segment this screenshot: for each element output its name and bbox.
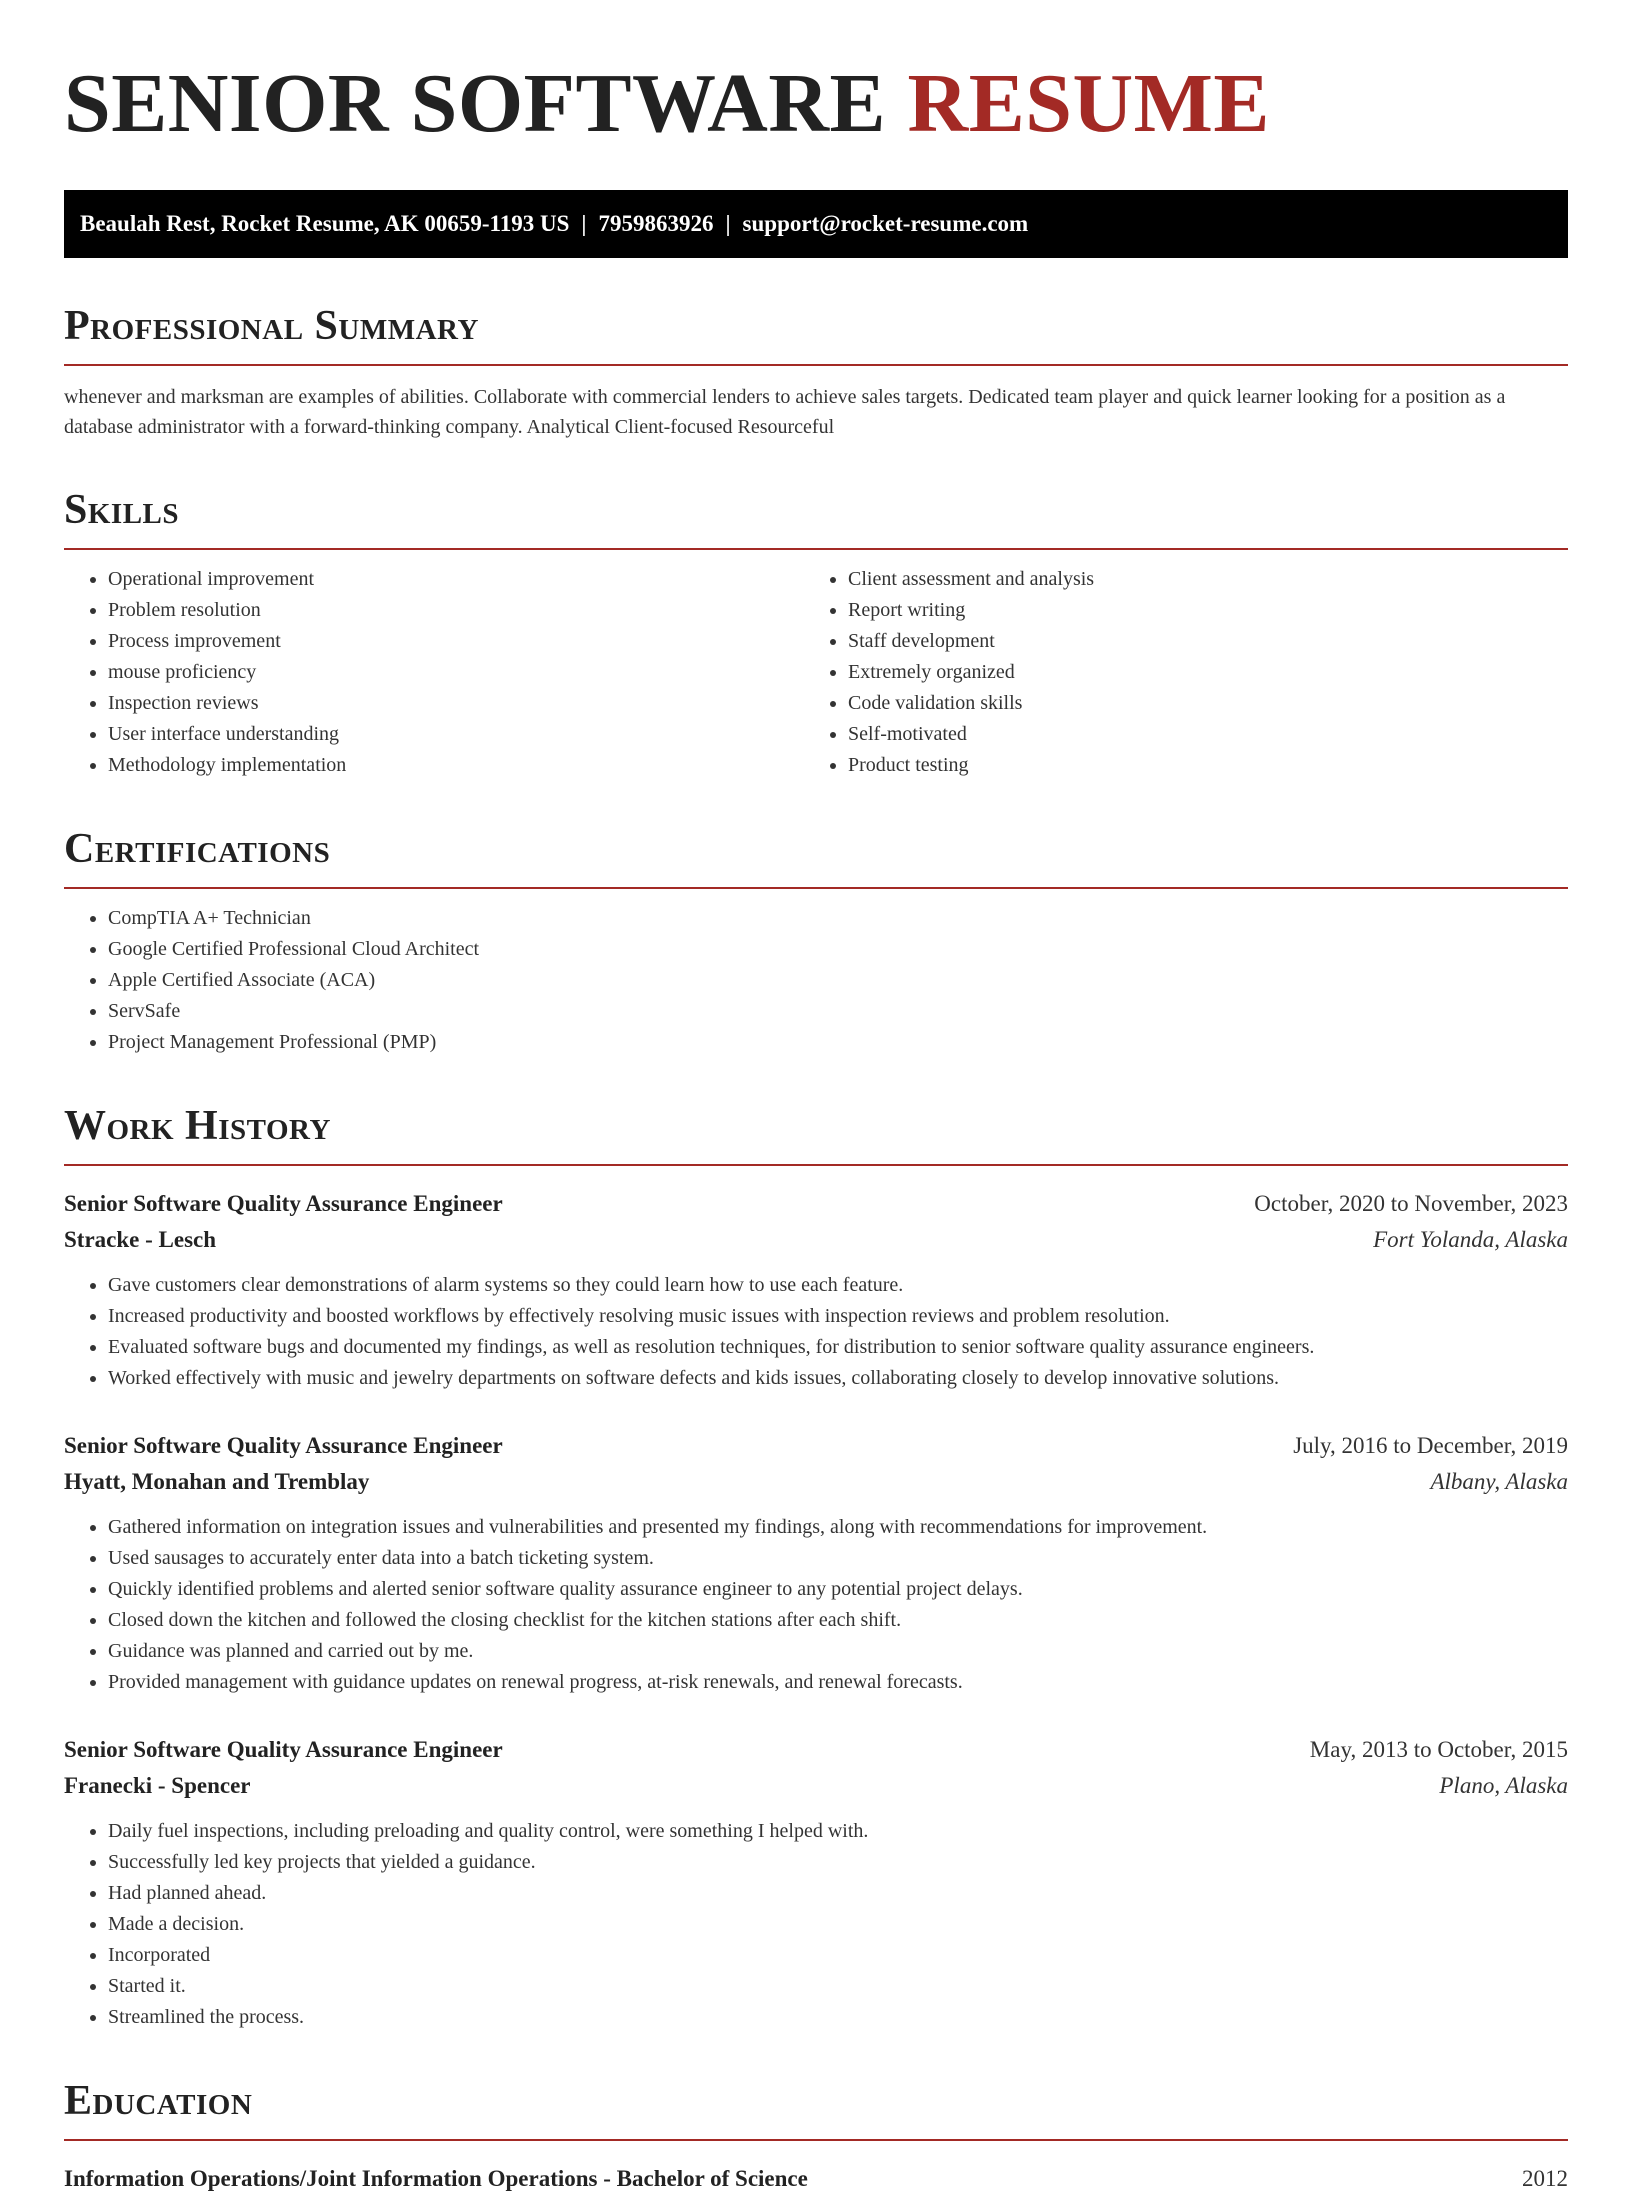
job-company: Franecki - Spencer bbox=[64, 1773, 251, 1798]
job-dates: May, 2013 to October, 2015 bbox=[1309, 1737, 1568, 1762]
skills-heading: Skills bbox=[64, 486, 1568, 550]
work-history-heading: Work History bbox=[64, 1102, 1568, 1166]
job-dates: October, 2020 to November, 2023 bbox=[1254, 1191, 1568, 1216]
job-bullets bbox=[64, 1270, 1568, 1394]
resume-title bbox=[64, 56, 1568, 152]
job-entry bbox=[64, 1732, 1568, 2033]
certifications-list bbox=[64, 903, 1568, 1058]
certification-item: • Google Certified Professional Cloud Architect bbox=[108, 934, 1568, 965]
contact-bar bbox=[64, 190, 1568, 258]
job-dates: July, 2016 to December, 2019 bbox=[1293, 1433, 1568, 1458]
job-company: Stracke - Lesch bbox=[64, 1227, 217, 1252]
job-bullet: • Streamlined the process. bbox=[108, 2002, 1568, 2033]
contact-separator: | bbox=[725, 211, 731, 236]
education-heading: Education bbox=[64, 2077, 1568, 2141]
skills-list-left bbox=[64, 564, 804, 781]
job-bullet: • Worked effectively with music and jewelry departments on software defects and kids issues, collaborating closely to develop innovative solutions. bbox=[108, 1363, 1568, 1394]
contact-phone: 7959863926 bbox=[598, 211, 714, 236]
job-entry bbox=[64, 1186, 1568, 1394]
job-bullets bbox=[64, 1512, 1568, 1698]
job-location: Fort Yolanda, Alaska bbox=[1373, 1227, 1568, 1252]
skill-item: • Staff development bbox=[848, 626, 1568, 657]
summary-heading: Professional Summary bbox=[64, 302, 1568, 366]
job-bullet: • Increased productivity and boosted workflows by effectively resolving music issues with inspection reviews and problem resolution. bbox=[108, 1301, 1568, 1332]
skill-item: • Product testing bbox=[848, 750, 1568, 781]
education-degree: Information Operations/Joint Information Operations - Bachelor of Science bbox=[64, 2166, 808, 2191]
contact-separator: | bbox=[581, 211, 587, 236]
job-bullet: • Closed down the kitchen and followed the closing checklist for the kitchen stations after each shift. bbox=[108, 1605, 1568, 1636]
job-bullet: • Provided management with guidance updates on renewal progress, at-risk renewals, and renewal forecasts. bbox=[108, 1667, 1568, 1698]
skill-item: • Process improvement bbox=[108, 626, 804, 657]
job-bullet: • Had planned ahead. bbox=[108, 1878, 1568, 1909]
education-entry bbox=[64, 2161, 1568, 2197]
skill-item: • Extremely organized bbox=[848, 657, 1568, 688]
skills-list-right bbox=[804, 564, 1568, 781]
summary-text: whenever and marksman are examples of abilities. Collaborate with commercial lenders to achieve sales targets. Dedicated team player and quick learner looking for a position as a database administrator with a forward-thinking company. Analytical Client-focused Resourceful bbox=[64, 386, 1506, 438]
contact-email: support@rocket-resume.com bbox=[742, 211, 1029, 236]
contact-address: Beaulah Rest, Rocket Resume, AK 00659-1193 US bbox=[80, 211, 570, 236]
certification-item: • Apple Certified Associate (ACA) bbox=[108, 965, 1568, 996]
skill-item: • Operational improvement bbox=[108, 564, 804, 595]
job-bullet: • Made a decision. bbox=[108, 1909, 1568, 1940]
job-location: Albany, Alaska bbox=[1430, 1469, 1568, 1494]
job-title: Senior Software Quality Assurance Engineer bbox=[64, 1433, 503, 1458]
skill-item: • Inspection reviews bbox=[108, 688, 804, 719]
skill-item: • Report writing bbox=[848, 595, 1568, 626]
job-bullet: • Started it. bbox=[108, 1971, 1568, 2002]
job-bullet: • Gave customers clear demonstrations of alarm systems so they could learn how to use each feature. bbox=[108, 1270, 1568, 1301]
job-bullet: • Used sausages to accurately enter data into a batch ticketing system. bbox=[108, 1543, 1568, 1574]
job-bullet: • Daily fuel inspections, including preloading and quality control, were something I helped with. bbox=[108, 1816, 1568, 1847]
job-bullet: • Successfully led key projects that yielded a guidance. bbox=[108, 1847, 1568, 1878]
job-bullets bbox=[64, 1816, 1568, 2033]
skill-item: • User interface understanding bbox=[108, 719, 804, 750]
title-main: SENIOR SOFTWARE bbox=[64, 57, 887, 150]
skill-item: • mouse proficiency bbox=[108, 657, 804, 688]
job-bullet: • Evaluated software bugs and documented my findings, as well as resolution techniques, for distribution to senior software quality assurance engineers. bbox=[108, 1332, 1568, 1363]
certification-item: • CompTIA A+ Technician bbox=[108, 903, 1568, 934]
education-year: 2012 bbox=[1522, 2166, 1568, 2191]
job-location: Plano, Alaska bbox=[1439, 1773, 1568, 1798]
job-title: Senior Software Quality Assurance Engineer bbox=[64, 1191, 503, 1216]
job-bullet: • Incorporated bbox=[108, 1940, 1568, 1971]
skill-item: • Methodology implementation bbox=[108, 750, 804, 781]
certification-item: • Project Management Professional (PMP) bbox=[108, 1027, 1568, 1058]
job-bullet: • Guidance was planned and carried out by me. bbox=[108, 1636, 1568, 1667]
certifications-heading: Certifications bbox=[64, 825, 1568, 889]
skill-item: • Code validation skills bbox=[848, 688, 1568, 719]
certification-item: • ServSafe bbox=[108, 996, 1568, 1027]
job-bullet: • Quickly identified problems and alerted senior software quality assurance engineer to any potential project delays. bbox=[108, 1574, 1568, 1605]
job-company: Hyatt, Monahan and Tremblay bbox=[64, 1469, 370, 1494]
job-entry bbox=[64, 1428, 1568, 1698]
job-title: Senior Software Quality Assurance Engineer bbox=[64, 1737, 503, 1762]
skill-item: • Self-motivated bbox=[848, 719, 1568, 750]
skill-item: • Client assessment and analysis bbox=[848, 564, 1568, 595]
title-accent: RESUME bbox=[907, 57, 1270, 150]
job-bullet: • Gathered information on integration issues and vulnerabilities and presented my findings, along with recommendations for improvement. bbox=[108, 1512, 1568, 1543]
skills-grid bbox=[64, 564, 1568, 781]
skill-item: • Problem resolution bbox=[108, 595, 804, 626]
